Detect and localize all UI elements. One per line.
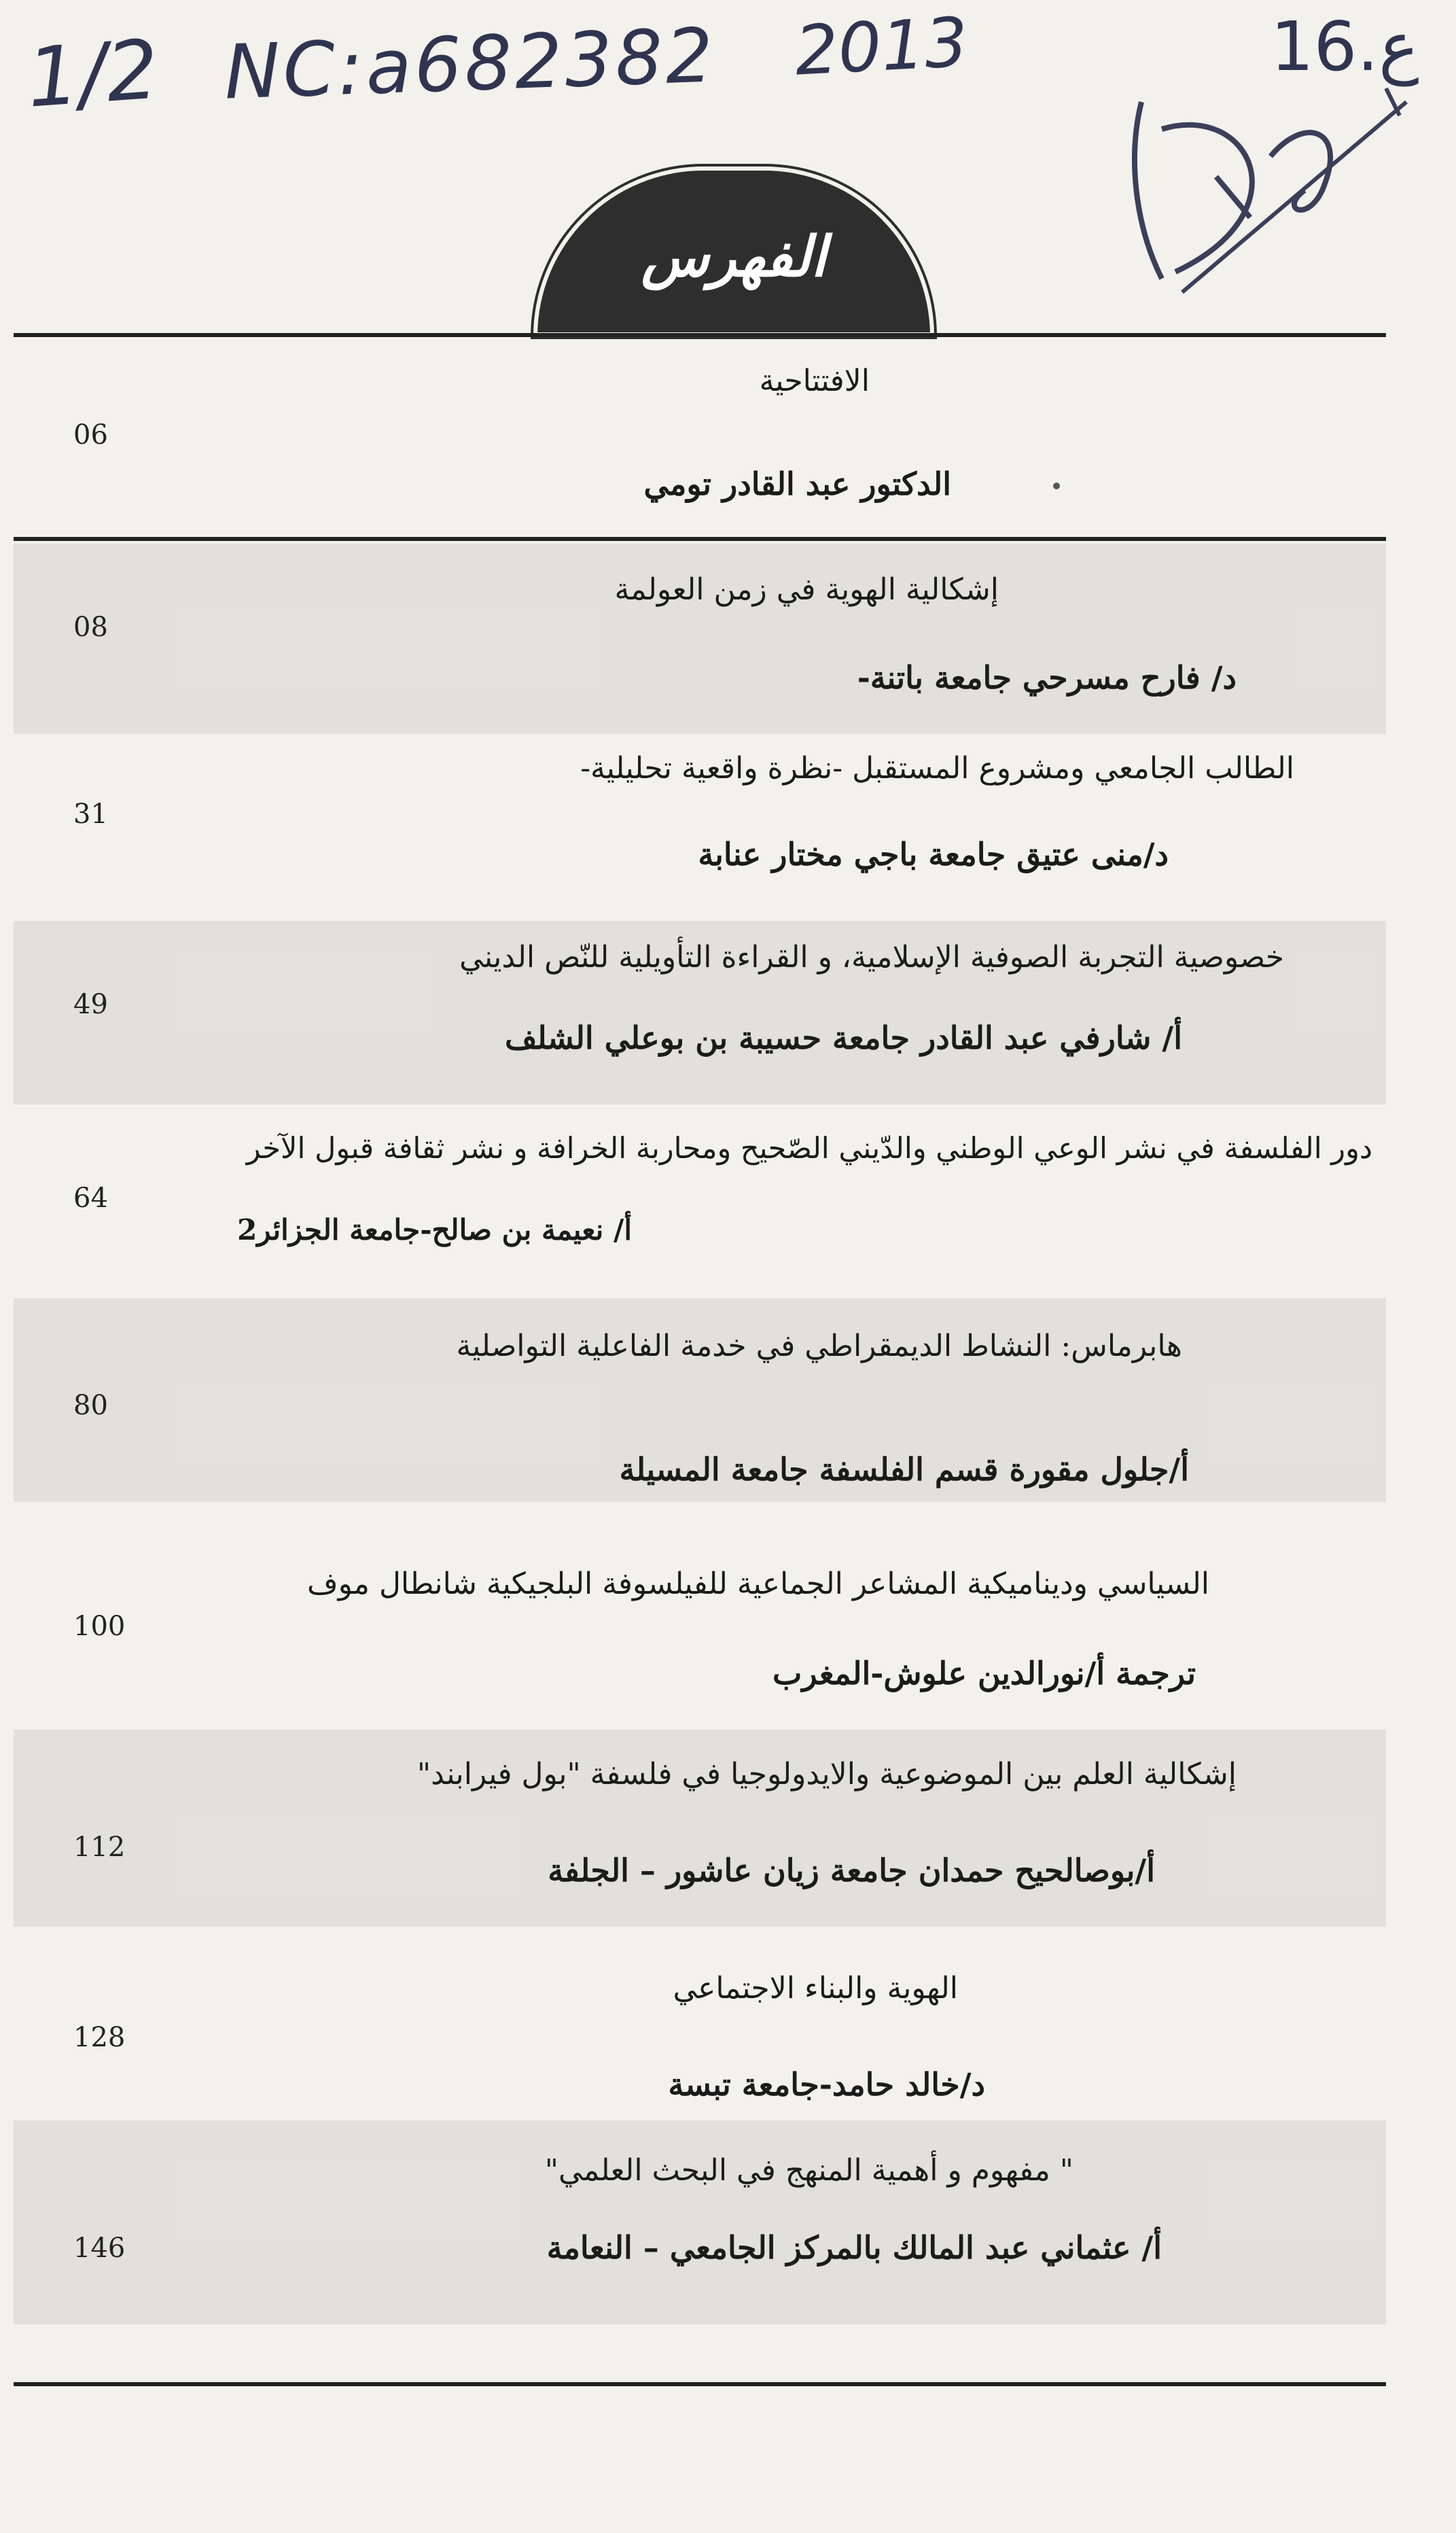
entry-title: السياسي وديناميكية المشاعر الجماعية للفيلسوفة البلجيكية شانطال موف: [307, 1567, 1209, 1601]
entry-page: 112: [73, 1832, 126, 1863]
divider: [14, 333, 1386, 337]
toc-entry: [14, 544, 1386, 734]
entry-title: إشكالية العلم بين الموضوعية والايدولوجيا في فلسفة "بول فيرابند": [416, 1757, 1237, 1792]
handwritten-page-part: 1/2: [24, 22, 162, 126]
entry-author: د/منى عتيق جامعة باجي مختار عنابة: [698, 836, 1169, 873]
entry-page: 146: [73, 2233, 126, 2264]
entry-page: 80: [73, 1390, 108, 1421]
entry-author: الدكتور عبد القادر تومي: [643, 466, 951, 502]
handwritten-shelf-code: 16.ع: [1271, 7, 1419, 86]
toc-entry: [14, 1509, 1386, 1706]
entry-title: خصوصية التجربة الصوفية الإسلامية، و القراءة التأويلية للنّص الديني: [459, 940, 1284, 975]
entry-title: هابرماس: النشاط الديمقراطي في خدمة الفاعلية التواصلية: [456, 1329, 1182, 1363]
toc-entry: [14, 1111, 1386, 1298]
entry-author: د/خالد حامد-جامعة تبسة: [668, 2066, 985, 2103]
entry-author: أ/ نعيمة بن صالح-جامعة الجزائر2: [237, 1213, 632, 1246]
entry-title: الهوية والبناء الاجتماعي: [673, 1971, 958, 2006]
entry-author: أ/جلول مقورة قسم الفلسفة جامعة المسيلة: [619, 1451, 1189, 1488]
entry-title: " مفهوم و أهمية المنهج في البحث العلمي": [544, 2153, 1073, 2188]
handwritten-catalog-code: NC:a682382: [222, 12, 717, 116]
entry-page: 64: [73, 1183, 108, 1214]
divider: [14, 537, 1386, 541]
toc-entry: [14, 340, 1386, 534]
entry-page: 06: [73, 419, 108, 451]
toc-entry: [14, 2120, 1386, 2324]
divider: [14, 2382, 1386, 2386]
entry-author: ترجمة أ/نورالدين علوش-المغرب: [773, 1655, 1196, 1692]
toc-entry: [14, 1730, 1386, 1927]
speck: [1053, 483, 1060, 489]
entry-title: الطالب الجامعي ومشروع المستقبل -نظرة واقعية تحليلية-: [580, 751, 1294, 786]
toc-entry: [14, 1298, 1386, 1502]
toc-entry: [14, 1951, 1386, 2141]
entry-author: أ/ شارفي عبد القادر جامعة حسيبة بن بوعلي الشلف: [505, 1019, 1182, 1056]
entry-page: 128: [73, 2022, 126, 2053]
entry-page: 08: [73, 612, 108, 643]
toc-entry: [14, 737, 1386, 921]
entry-title: الافتتاحية: [759, 364, 870, 398]
entry-page: 100: [73, 1611, 126, 1642]
entry-title: دور الفلسفة في نشر الوعي الوطني والدّيني الصّحيح ومحاربة الخرافة و نشر ثقافة قبول الآخر: [246, 1132, 1372, 1166]
entry-author: أ/ عثماني عبد المالك بالمركز الجامعي – النعامة: [546, 2229, 1162, 2266]
entry-author: أ/بوصالحيح حمدان جامعة زيان عاشور – الجلفة: [548, 1852, 1155, 1889]
entry-page: 31: [73, 799, 108, 830]
toc-entry: [14, 921, 1386, 1104]
entry-title: إشكالية الهوية في زمن العولمة: [614, 572, 999, 607]
entry-page: 49: [73, 989, 108, 1020]
entry-author: د/ فارح مسرحي جامعة باتنة-: [857, 659, 1237, 696]
handwritten-year: 2013: [793, 2, 970, 91]
index-title: الفهرس: [641, 224, 827, 290]
